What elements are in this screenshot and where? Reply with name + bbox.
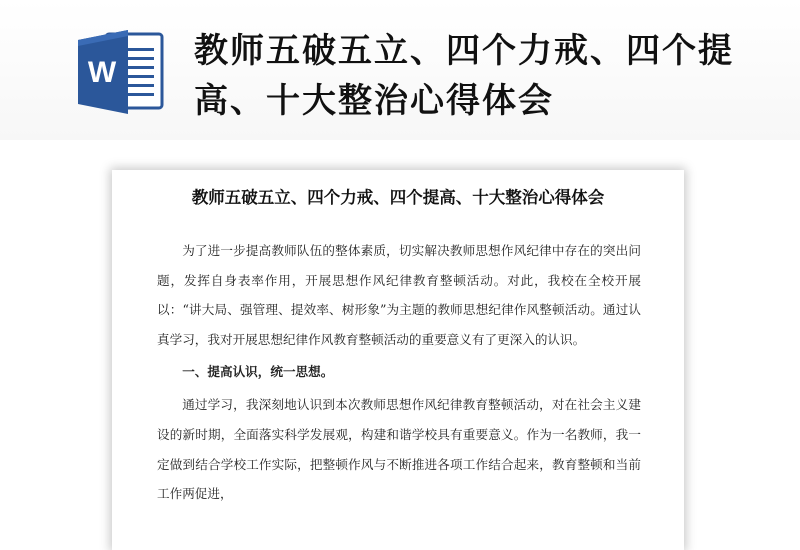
- paragraph-intro: 为了进一步提高教师队伍的整体素质，切实解决教师思想作风纪律中存在的突出问题，发挥自身表率作用，开展思想作风纪律教育整顿活动。对此，我校在全校开展以：“讲大局、强管理、提效率、树形象”为主题的教师思想纪律作风整顿活动。通过认真学习，我对开展思想纪律作风教育整顿活动的重要意义有了更深入的认识。: [157, 243, 641, 347]
- preview-header: [0, 0, 800, 140]
- word-document-icon: [72, 24, 172, 120]
- section-heading: 一、提高认识，统一思想。: [182, 364, 334, 380]
- word-logo-letter: W: [87, 56, 117, 89]
- document-title: 教师五破五立、四个力戒、四个提高、十大整治心得体会: [191, 188, 605, 207]
- paragraph-section-1: 通过学习，我深刻地认识到本次教师思想作风纪律教育整顿活动，对在社会主义建设的新时期，全面落实科学发展观，构建和谐学校具有重要意义。作为一名教师，我一定做到结合学校工作实际，把整顿作风与不断推进各项工作结合起来，教育整顿和当前工作两促进，: [157, 397, 641, 502]
- preview-title: 教师五破五立、四个力戒、四个提高、十大整治心得体会: [194, 31, 734, 121]
- document-body: [157, 236, 641, 509]
